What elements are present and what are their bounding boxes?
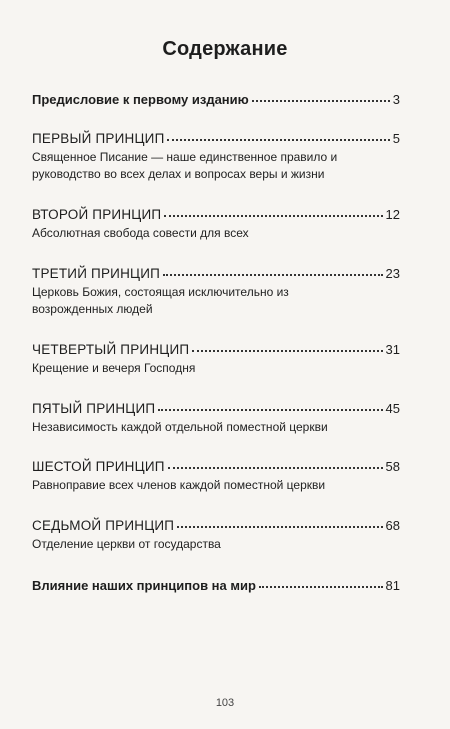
toc-entry-title: ТРЕТИЙ ПРИНЦИП: [32, 266, 161, 281]
toc-entry-subtitle: Церковь Божия, состоящая исключительно из возрожденных людей: [32, 285, 289, 316]
toc-entry-page: 5: [392, 131, 400, 146]
toc-entry-preface: [32, 92, 400, 107]
toc-entry-title: Предисловие к первому изданию: [32, 92, 249, 107]
toc-heading: Содержание: [162, 38, 288, 60]
toc-entry-title: ПЕРВЫЙ ПРИНЦИП: [32, 131, 165, 146]
toc-entry-subtitle: Отделение церкви от государства: [32, 537, 221, 551]
toc-entry-subtitle: Независимость каждой отдельной поместной церкви: [32, 420, 328, 434]
dot-leader: [252, 90, 390, 102]
toc-entry-principle-3: [32, 266, 400, 318]
toc-entry-principle-4: [32, 342, 400, 377]
toc-entry-page: 68: [385, 518, 400, 533]
toc-entry-page: 81: [385, 578, 400, 593]
toc-entry-title: ВТОРОЙ ПРИНЦИП: [32, 207, 162, 222]
toc-entry-principle-5: [32, 401, 400, 436]
toc-entry-page: 23: [385, 266, 400, 281]
toc-entry-title: ПЯТЫЙ ПРИНЦИП: [32, 401, 156, 416]
toc-entry-title: СЕДЬМОЙ ПРИНЦИП: [32, 518, 175, 533]
toc-entry-title: ЧЕТВЕРТЫЙ ПРИНЦИП: [32, 342, 190, 357]
toc-entry-page: 58: [385, 459, 400, 474]
dot-leader: [164, 205, 382, 217]
dot-leader: [167, 129, 389, 141]
toc-entry-subtitle: Крещение и вечеря Господня: [32, 361, 196, 375]
toc-entry-principle-6: [32, 459, 400, 494]
dot-leader: [192, 340, 382, 352]
toc-entry-influence: [32, 578, 400, 593]
toc-entry-page: 31: [385, 342, 400, 357]
toc-entry-subtitle: Абсолютная свобода совести для всех: [32, 226, 249, 240]
toc-entry-page: 12: [385, 207, 400, 222]
toc-entry-title: ШЕСТОЙ ПРИНЦИП: [32, 459, 165, 474]
toc-entry-subtitle: Священное Писание — наше единственное правило и руководство во всех делах и вопросах веры и жизни: [32, 150, 338, 181]
page-number: 103: [215, 697, 235, 709]
dot-leader: [259, 576, 383, 588]
dot-leader: [163, 264, 383, 276]
toc-entry-subtitle: Равноправие всех членов каждой поместной церкви: [32, 478, 326, 492]
dot-leader: [177, 516, 382, 528]
toc-entry-principle-1: [32, 131, 400, 183]
dot-leader: [158, 399, 382, 411]
toc-entry-principle-7: [32, 518, 400, 553]
toc-entry-title: Влияние наших принципов на мир: [32, 578, 256, 593]
toc-entry-page: 3: [392, 92, 400, 107]
toc-entry-principle-2: [32, 207, 400, 242]
dot-leader: [168, 457, 383, 469]
toc-entry-page: 45: [385, 401, 400, 416]
